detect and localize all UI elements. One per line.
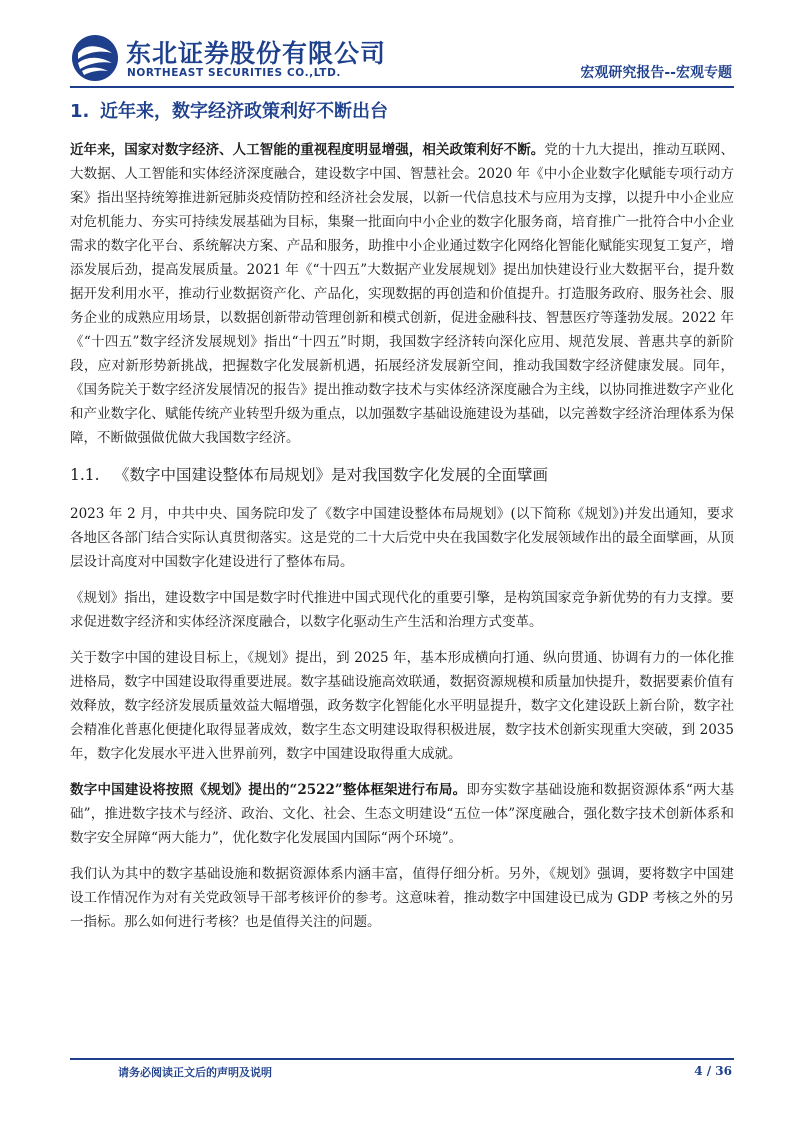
footer-disclaimer: 请务必阅读正文后的声明及说明: [118, 1066, 272, 1079]
section-1-1-lead: 数字中国建设将按照《规划》提出的“2522”整体框架进行布局。: [70, 782, 467, 798]
section-1-number: 1.: [70, 101, 90, 122]
section-1-1-number: 1.1.: [70, 466, 100, 484]
company-name-cn: 东北证券股份有限公司: [126, 39, 387, 68]
section-1-1-paragraph-2: 《规划》指出，建设数字中国是数字时代推进中国式现代化的重要引擎，是构筑国家竞争新优势的有力支撑。要求促进数字经济和实体经济深度融合，以数字化驱动生产生活和治理方式变革。: [70, 590, 734, 630]
report-type: 宏观研究报告--宏观专题: [580, 65, 732, 81]
section-1-1-title: 《数字中国建设整体布局规划》是对我国数字化发展的全面擘画: [114, 466, 549, 484]
section-1-1-paragraph-1: 2023 年 2 月，中共中央、国务院印发了《数字中国建设整体布局规划》(以下简称《规划》)并发出通知，要求各地区各部门结合实际认真贯彻落实。这是党的二十大后党中央在我国数字化发展领域作出的最全面擘画，从顶层设计高度对中国数字化建设进行了整体布局。: [70, 506, 734, 570]
page-header: [0, 0, 802, 90]
company-name-en: NORTHEAST SECURITIES CO.,LTD.: [127, 67, 341, 79]
company-logo-icon: [70, 33, 120, 83]
section-1-1-heading: [70, 462, 734, 488]
section-1-1-paragraph-3: 关于数字中国的建设目标上，《规划》提出，到 2025 年，基本形成横向打通、纵向贯通、协调有力的一体化推进格局，数字中国建设取得重要进展。数字基础设施高效联通，数据资源规模和质量加快提升，数据要素价值有效释放，数字经济发展质量效益大幅增强，政务数字化智能化水平明显提升，数字文化建设跃上新台阶，数字社会精准化普惠化便捷化取得显著成效，数字生态文明建设取得积极进展，数字技术创新实现重大突破，到 2035 年，数字化发展水平进入世界前列，数字中国建设取得重大成就。: [70, 650, 734, 762]
section-1-1-body: 即夯实数字基础设施和数据资源体系“两大基础”，推进数字技术与经济、政治、文化、社会、生态文明建设“五位一体”深度融合，强化数字技术创新体系和数字安全屏障“两大能力”，优化数字化发展国内国际“两个环境”。: [70, 782, 734, 846]
page-number: 4 / 36: [694, 1064, 732, 1078]
footer-divider: [70, 1058, 734, 1060]
section-1-paragraph-1: [70, 138, 734, 450]
section-1-heading: [70, 98, 734, 126]
section-1-body: 党的十九大提出，推动互联网、大数据、人工智能和实体经济深度融合，建设数字中国、智慧社会。2020 年《中小企业数字化赋能专项行动方案》指出坚持统筹推进新冠肺炎疫情防控和经济社会发展，以新一代信息技术与应用为支撑，以提升中小企业应对危机能力、夯实可持续发展基础为目标，集聚一批面向中小企业的数字化服务商，培育推广一批符合中小企业需求的数字化平台、系统解决方案、产品和服务，助推中小企业通过数字化网络化智能化赋能实现复工复产，增添发展后劲，提高发展质量。2021 年《“十四五”大数据产业发展规划》提出加快建设行业大数据平台，提升数据开发利用水平，推动行业数据资产化、产品化，实现数据的再创造和价值提升。打造服务政府、服务社会、服务企业的成熟应用场景，以数据创新带动管理创新和模式创新，促进金融科技、智慧医疗等蓬勃发展。2022 年《“十四五”数字经济发展规划》指出“十四五”时期，我国数字经济转向深化应用、规范发展、普惠共享的新阶段，应对新形势新挑战，把握数字化发展新机遇，拓展经济发展新空间，推动我国数字经济健康发展。同年，《国务院关于数字经济发展情况的报告》提出推动数字技术与实体经济深度融合为主线，以协同推进数字产业化和产业数字化、赋能传统产业转型升级为重点，以加强数字基础设施建设为基础，以完善数字经济治理体系为保障，不断做强做优做大我国数字经济。: [70, 142, 735, 446]
header-divider: [70, 86, 734, 88]
section-1-1-paragraph-5: 我们认为其中的数字基础设施和数据资源体系内涵丰富，值得仔细分析。另外，《规划》强调，要将数字中国建设工作情况作为对有关党政领导干部考核评价的参考。这意味着，推动数字中国建设已成为 GDP 考核之外的另一指标。那么如何进行考核？也是值得关注的问题。: [70, 866, 734, 930]
section-1-title: 近年来，数字经济政策利好不断出台: [100, 101, 388, 122]
section-1-1-paragraph-4: [70, 778, 734, 850]
page-body: [70, 90, 734, 946]
section-1-lead: 近年来，国家对数字经济、人工智能的重视程度明显增强，相关政策利好不断。: [70, 142, 545, 158]
